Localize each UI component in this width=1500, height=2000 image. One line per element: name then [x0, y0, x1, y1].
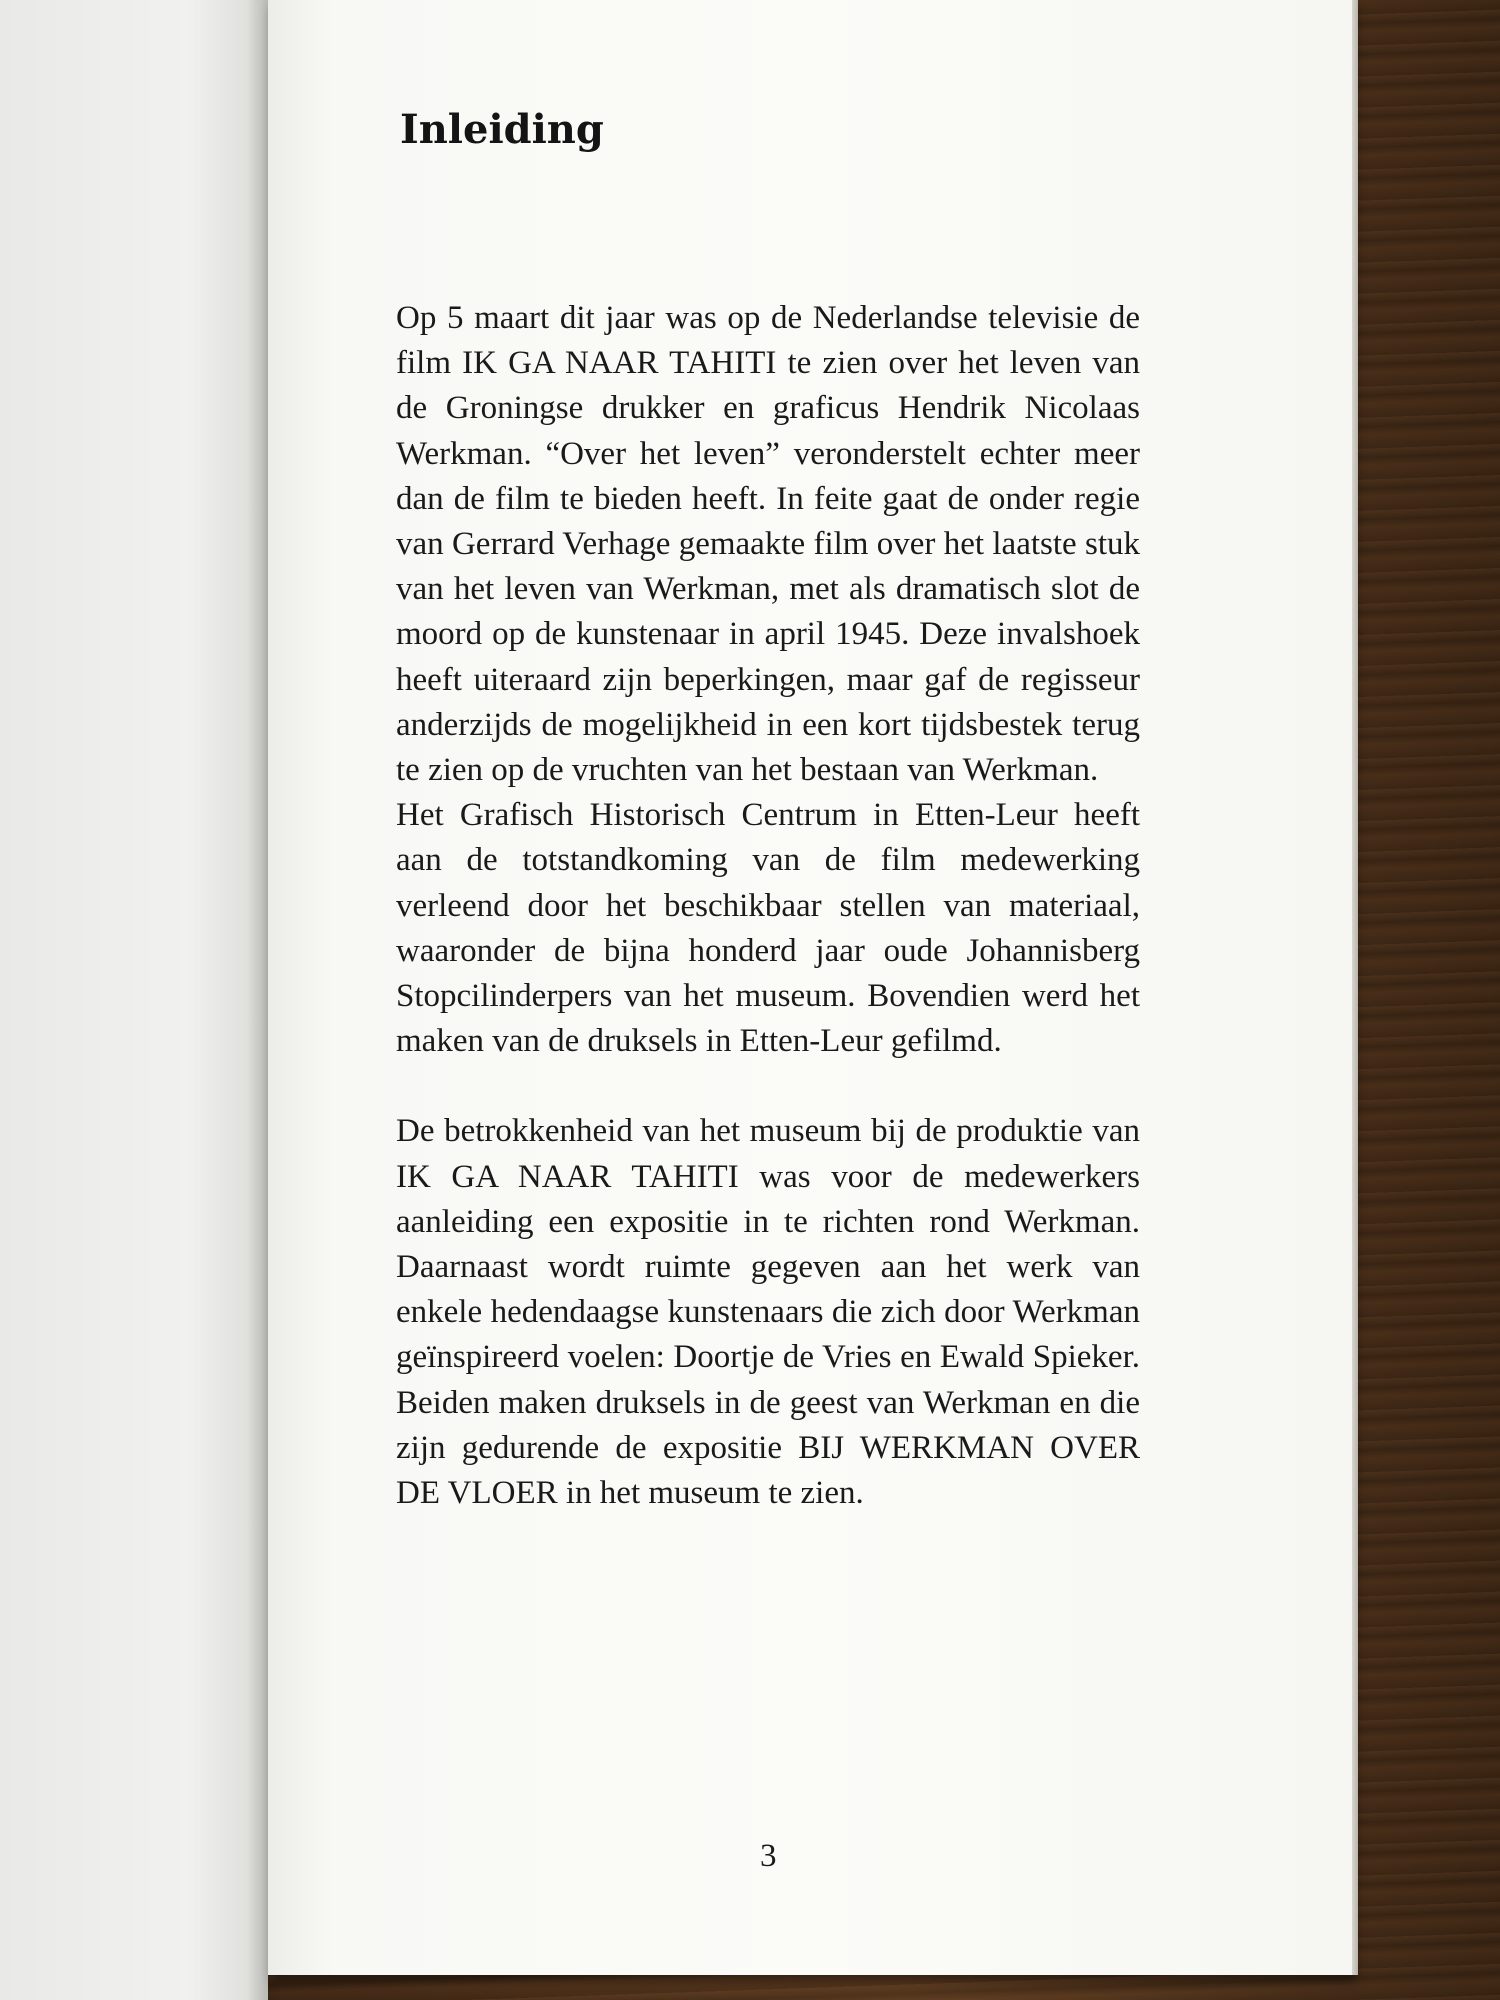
paragraph-3: De betrokkenheid van het museum bij de produktie van IK GA NAAR TAHITI was voor de medewerkers aanleiding een expositie in te richten rond Werkman. Daarnaast wordt ruimte gegeven aan het werk van enkele hedendaagse kunstenaars die zich door Werkman geïnspireerd voelen: Doortje de Vries en Ewald Spieker. Beiden maken druksels in de geest van Werkman en die zijn gedurende de expositie BIJ WERKMAN OVER DE VLOER in het museum te zien.: [396, 1113, 1140, 1512]
page-edge: [1352, 0, 1358, 1975]
page-heading: Inleiding: [400, 106, 604, 153]
paragraph-1: Op 5 maart dit jaar was op de Nederlandse televisie de film IK GA NAAR TAHITI te zien over het leven van de Groningse drukker en graficus Hendrik Nicolaas Werkman. “Over het leven” veronderstelt echter meer dan de film te bieden heeft. In feite gaat de onder regie van Gerrard Verhage gemaakte film over het laatste stuk van het leven van Werkman, met als dramatisch slot de moord op de kunstenaar in april 1945. Deze invalshoek heeft uiteraard zijn beperkingen, maar gaf de regisseur anderzijds de mogelijkheid in een kort tijdsbestek terug te zien op de vruchten van het bestaan van Werkman.: [396, 300, 1140, 789]
left-page: [0, 0, 268, 2000]
page-number: 3: [760, 1838, 777, 1874]
body-text: [396, 296, 1140, 1516]
paragraph-2: Het Grafisch Historisch Centrum in Etten-Leur heeft aan de totstandkoming van de film medewerking verleend door het beschikbaar stellen van materiaal, waaronder de bijna honderd jaar oude Johannisberg Stopcilinderpers van het museum. Bovendien werd het maken van de druksels in Etten-Leur gefilmd.: [396, 797, 1140, 1060]
